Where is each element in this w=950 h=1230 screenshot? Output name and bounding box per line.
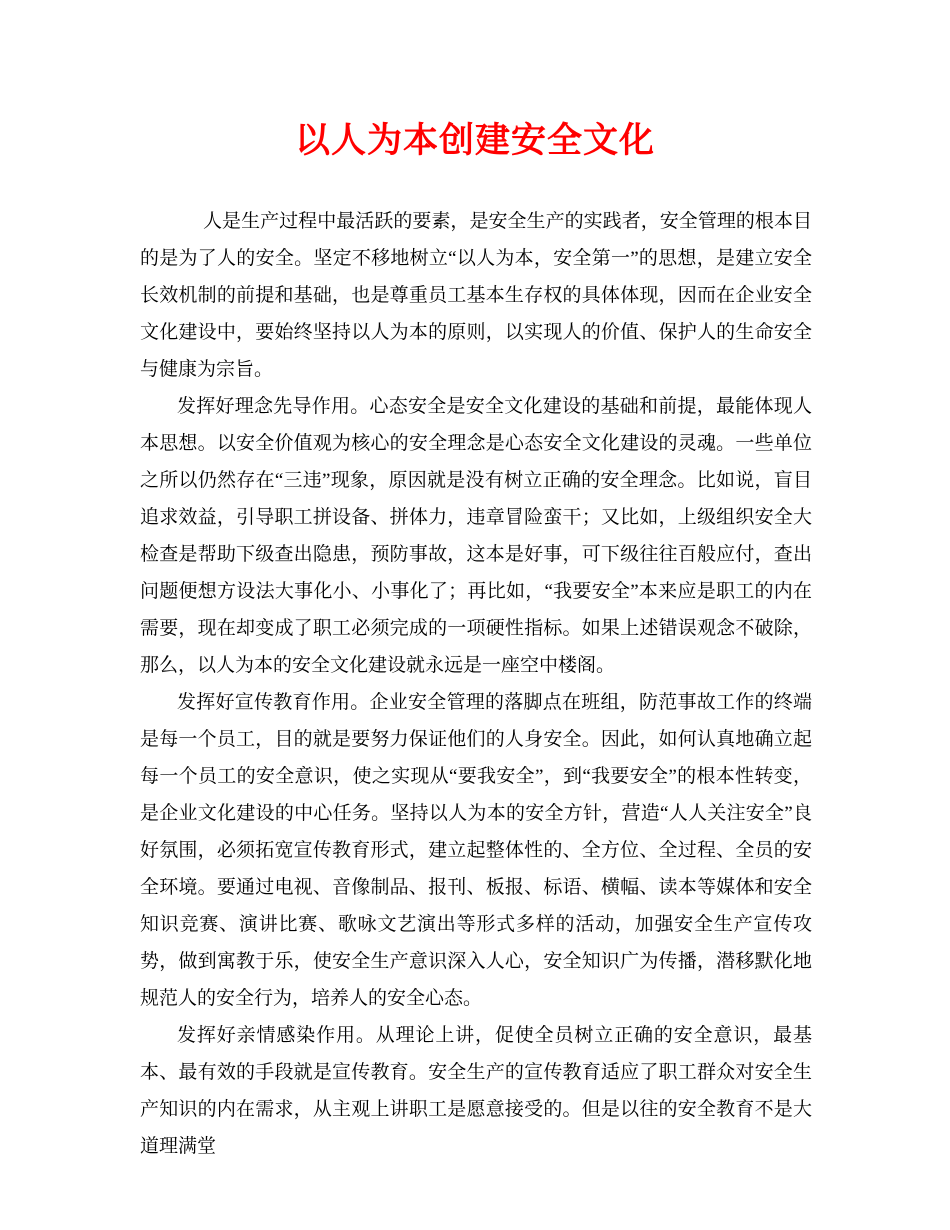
paragraph: 发挥好亲情感染作用。从理论上讲，促使全员树立正确的安全意识，最基本、最有效的手段就是宣传教育。安全生产的宣传教育适应了职工群众对安全生产知识的内在需求，从主观上讲职工是愿意接受的。但是以往的安全教育不是大道理满堂: [140, 1025, 812, 1157]
paragraph: 发挥好理念先导作用。心态安全是安全文化建设的基础和前提，最能体现人本思想。以安全价值观为核心的安全理念是心态安全文化建设的灵魂。一些单位之所以仍然存在“三违”现象，原因就是没有树立正确的安全理念。比如说，盲目追求效益，引导职工拼设备、拼体力，违章冒险蛮干；又比如，上级组织安全大检查是帮助下级查出隐患，预防事故，这本是好事，可下级往往百般应付，查出问题便想方设法大事化小、小事化了；再比如，“我要安全”本来应是职工的内在需要，现在却变成了职工必须完成的一项硬性指标。如果上述错误观念不破除，那么，以人为本的安全文化建设就永远是一座空中楼阁。: [140, 396, 812, 676]
document-body: [140, 203, 812, 1165]
paragraph: 发挥好宣传教育作用。企业安全管理的落脚点在班组，防范事故工作的终端是每一个员工，目的就是要努力保证他们的人身安全。因此，如何认真地确立起每一个员工的安全意识，使之实现从“要我安全”，到“我要安全”的根本性转变，是企业文化建设的中心任务。坚持以人为本的安全方针，营造“人人关注安全”良好氛围，必须拓宽宣传教育形式，建立起整体性的、全方位、全过程、全员的安全环境。要通过电视、音像制品、报刊、板报、标语、横幅、读本等媒体和安全知识竞赛、演讲比赛、歌咏文艺演出等形式多样的活动，加强安全生产宣传攻势，做到寓教于乐，使安全生产意识深入人心，安全知识广为传播，潜移默化地规范人的安全行为，培养人的安全心态。: [140, 692, 812, 1009]
paragraph: 人是生产过程中最活跃的要素，是安全生产的实践者，安全管理的根本目的是为了人的安全。坚定不移地树立“以人为本，安全第一”的思想，是建立安全长效机制的前提和基础，也是尊重员工基本生存权的具体体现，因而在企业安全文化建设中，要始终坚持以人为本的原则，以实现人的价值、保护人的生命安全与健康为宗旨。: [140, 211, 812, 380]
document-title: 以人为本创建安全文化: [294, 121, 655, 160]
